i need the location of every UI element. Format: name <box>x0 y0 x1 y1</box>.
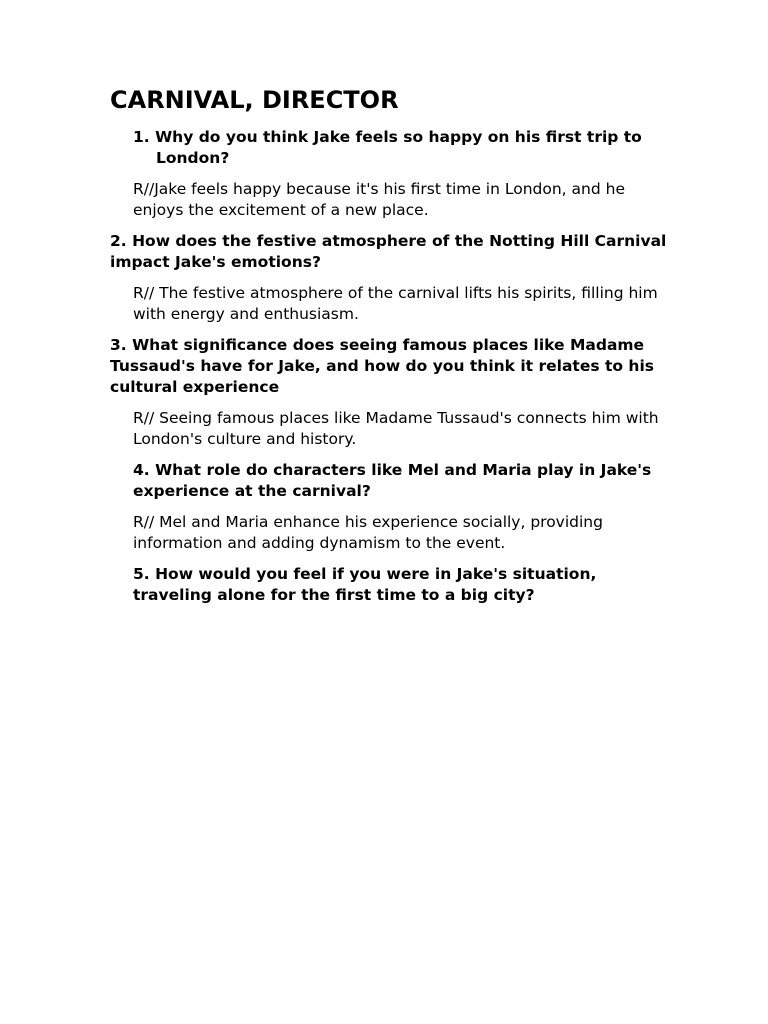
question-2: 2. How does the festive atmosphere of the Notting Hill Carnival impact Jake's emotions? <box>110 232 667 271</box>
question-3: 3. What significance does seeing famous places like Madame Tussaud's have for Jake, and how do you think it relates to his cultural experience <box>110 336 654 396</box>
answer-3: R// Seeing famous places like Madame Tussaud's connects him with London's culture and history. <box>133 409 659 448</box>
question-1: 1. Why do you think Jake feels so happy on his first trip to London? <box>133 128 642 167</box>
answer-2: R// The festive atmosphere of the carnival lifts his spirits, filling him with energy and enthusiasm. <box>133 284 658 323</box>
question-5: 5. How would you feel if you were in Jake's situation, traveling alone for the first time to a big city? <box>133 565 597 604</box>
answer-1: R//Jake feels happy because it's his first time in London, and he enjoys the excitement of a new place. <box>133 180 625 219</box>
answer-4: R// Mel and Maria enhance his experience socially, providing information and adding dynamism to the event. <box>133 513 603 552</box>
page-title: CARNIVAL, DIRECTOR <box>110 86 399 114</box>
question-4: 4. What role do characters like Mel and Maria play in Jake's experience at the carnival? <box>133 461 652 500</box>
